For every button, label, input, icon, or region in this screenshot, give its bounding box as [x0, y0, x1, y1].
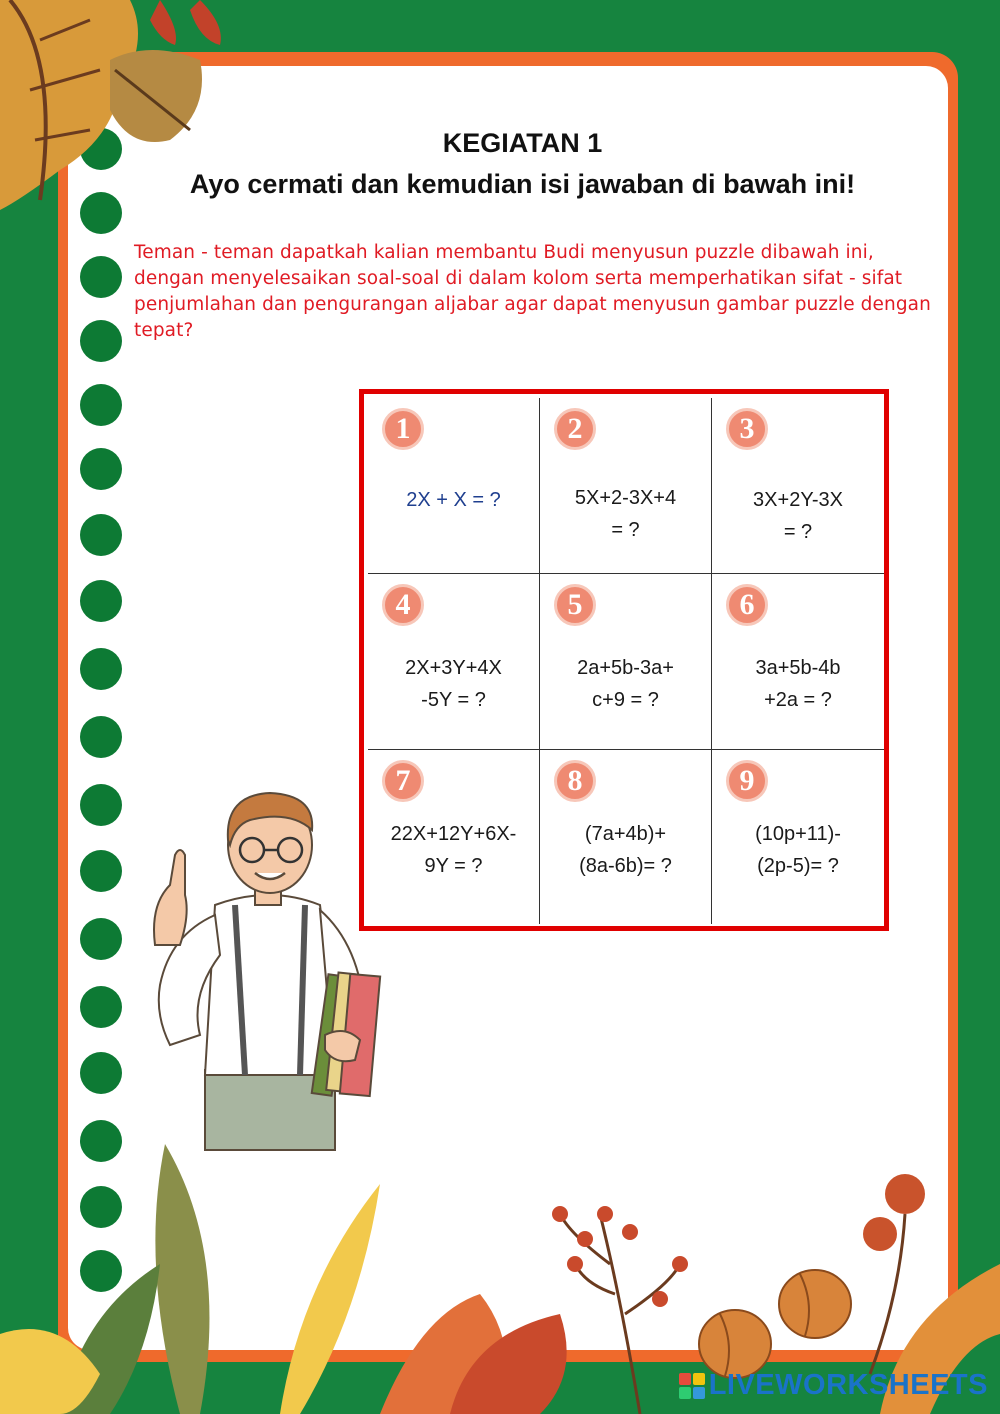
liveworksheets-logo-icon [679, 1373, 705, 1399]
binding-hole [80, 320, 122, 362]
binding-hole [80, 986, 122, 1028]
cell-number-badge: 2 [554, 408, 596, 450]
binding-hole [80, 850, 122, 892]
cell-expression-line2: = ? [783, 521, 813, 543]
binding-hole [80, 1052, 122, 1094]
binding-hole [80, 918, 122, 960]
cell-expression-line1: 5X+2-3X+4 [574, 487, 677, 509]
cell-expression-line1: (7a+4b)+ [584, 823, 667, 845]
binding-hole [80, 448, 122, 490]
binding-hole [80, 784, 122, 826]
cell-expression-line1: 22X+12Y+6X- [390, 823, 517, 845]
cell-number-badge: 8 [554, 760, 596, 802]
binding-hole [80, 648, 122, 690]
cell-expression-line1: 3X+2Y-3X [753, 489, 843, 511]
binding-hole [80, 256, 122, 298]
teacher-illustration [130, 785, 410, 1165]
page-title: KEGIATAN 1 [442, 128, 603, 158]
cell-number-badge: 3 [726, 408, 768, 450]
cell-expression-line1: 3a+5b-4b [755, 657, 841, 679]
instructions-text: Teman - teman dapatkah kalian membantu Budi menyusun puzzle dibawah ini, dengan menyelesaikan soal-soal di dalam kolom serta memperhatikan sifat - sifat penjumlahan dan pengurangan aljabar agar dapat menyusun gambar puzzle dengan tepat? [134, 242, 931, 341]
cell-number-badge: 4 [382, 584, 424, 626]
liveworksheets-logo[interactable] [679, 1369, 988, 1402]
puzzle-cell-6[interactable] [712, 574, 884, 750]
cell-expression-line2: = ? [611, 519, 640, 541]
cell-expression-line2: c+9 = ? [592, 689, 659, 711]
cell-expression-line1: (10p+11)- [755, 823, 841, 845]
puzzle-cell-3[interactable] [712, 398, 884, 574]
cell-expression-line2: (2p-5)= ? [757, 855, 839, 877]
cell-expression-line1: 2X+3Y+4X [405, 657, 502, 679]
cell-expression: 2X + X = ? [406, 489, 501, 511]
autumn-leaves-top-decoration [0, 0, 260, 240]
cell-expression-line2: -5Y = ? [421, 689, 486, 711]
cell-number-badge: 7 [382, 760, 424, 802]
liveworksheets-logo-text: LIVEWORKSHEETS [708, 1369, 988, 1401]
cell-number-badge: 5 [554, 584, 596, 626]
cell-expression-line2: 9Y = ? [424, 855, 483, 877]
puzzle-cell-5[interactable] [540, 574, 712, 750]
puzzle-cell-9[interactable] [712, 750, 884, 924]
page-subtitle: Ayo cermati dan kemudian isi jawaban di bawah ini! [189, 169, 856, 199]
puzzle-cell-2[interactable] [540, 398, 712, 574]
binding-hole [80, 716, 122, 758]
cell-number-badge: 9 [726, 760, 768, 802]
binding-hole [80, 514, 122, 556]
puzzle-cell-1[interactable] [368, 398, 540, 574]
cell-expression-line1: 2a+5b-3a+ [577, 657, 674, 679]
puzzle-cell-4[interactable] [368, 574, 540, 750]
cell-expression-line2: (8a-6b)= ? [579, 855, 672, 877]
binding-hole [80, 580, 122, 622]
puzzle-cell-8[interactable] [540, 750, 712, 924]
cell-number-badge: 1 [382, 408, 424, 450]
cell-expression-line2: +2a = ? [764, 689, 832, 711]
puzzle-grid [359, 389, 889, 931]
binding-hole [80, 384, 122, 426]
cell-number-badge: 6 [726, 584, 768, 626]
